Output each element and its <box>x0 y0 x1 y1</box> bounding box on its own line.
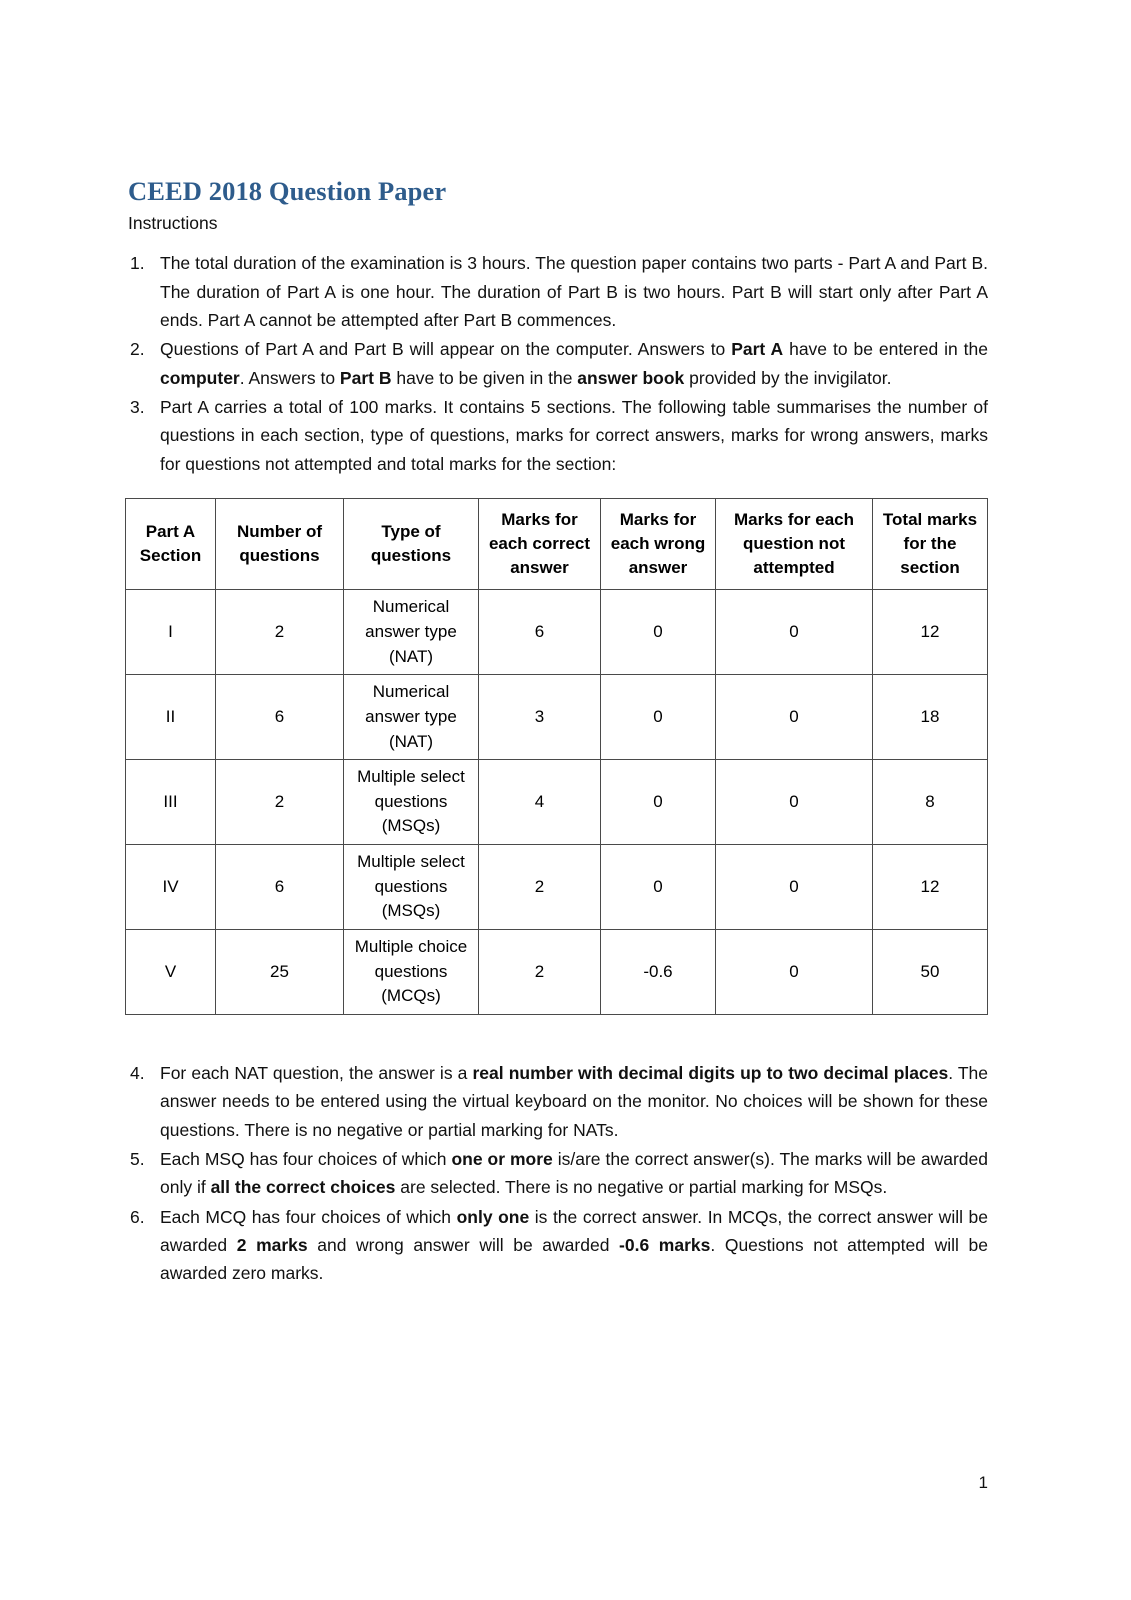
table-cell-marks-correct: 3 <box>479 675 601 760</box>
marks-table-wrapper <box>125 498 987 1015</box>
table-header-cell: Marks for each correct answer <box>479 498 601 589</box>
table-cell-total-marks: 50 <box>873 930 988 1015</box>
table-header-cell: Number of questions <box>216 498 344 589</box>
instruction-text: The total duration of the examination is 3 hours. The question paper contains two parts - Part A and Part B. The duration of Part A is one hour. The duration of Part B is two hours. Part B will start only after Part A ends. Part A cannot be attempted after Part B commences. <box>160 253 988 330</box>
page-number: 1 <box>978 1473 988 1492</box>
instruction-text: Each MSQ has four choices of which one or more is/are the correct answer(s). The marks will be awarded only if all the correct choices are selected. There is no negative or partial marking for MSQs. <box>160 1148 988 1198</box>
instruction-text: Each MCQ has four choices of which only one is the correct answer. In MCQs, the correct answer will be awarded 2 marks and wrong answer will be awarded -0.6 marks. Questions not attempted will be awarded zero marks. <box>160 1206 988 1284</box>
table-cell-section: II <box>126 675 216 760</box>
table-cell-section: V <box>126 930 216 1015</box>
document-content <box>128 176 988 1289</box>
table-cell-total-marks: 8 <box>873 760 988 845</box>
instruction-item <box>128 1145 988 1202</box>
instruction-text: Questions of Part A and Part B will appear on the computer. Answers to Part A have to be entered in the computer. Answers to Part B have to be given in the answer book provided by the invigilator. <box>160 339 988 388</box>
table-cell-number-of-questions: 2 <box>216 760 344 845</box>
instructions-list-after-table <box>128 1059 988 1288</box>
table-cell-marks-not-attempted: 0 <box>716 930 873 1015</box>
table-cell-type-of-questions: Multiple select questions (MSQs) <box>344 760 479 845</box>
table-header-cell: Marks for each wrong answer <box>601 498 716 589</box>
table-cell-number-of-questions: 6 <box>216 675 344 760</box>
table-cell-marks-wrong: 0 <box>601 590 716 675</box>
table-cell-marks-not-attempted: 0 <box>716 675 873 760</box>
table-cell-marks-correct: 2 <box>479 845 601 930</box>
table-cell-total-marks: 12 <box>873 845 988 930</box>
instruction-number: 3. <box>130 396 145 417</box>
table-cell-section: I <box>126 590 216 675</box>
table-cell-marks-not-attempted: 0 <box>716 760 873 845</box>
instruction-number: 4. <box>130 1062 145 1083</box>
table-header-cell: Marks for each question not attempted <box>716 498 873 589</box>
instruction-item <box>128 1203 988 1288</box>
instruction-number: 5. <box>130 1148 145 1169</box>
table-cell-section: IV <box>126 845 216 930</box>
table-row <box>126 845 988 930</box>
table-header-row <box>126 498 988 589</box>
instruction-item <box>128 1059 988 1144</box>
instruction-text: Part A carries a total of 100 marks. It contains 5 sections. The following table summarises the number of questions in each section, type of questions, marks for correct answers, marks for wrong answers, marks for questions not attempted and total marks for the section: <box>160 396 988 474</box>
table-cell-total-marks: 12 <box>873 590 988 675</box>
table-cell-type-of-questions: Numerical answer type (NAT) <box>344 590 479 675</box>
table-cell-section: III <box>126 760 216 845</box>
table-header-cell: Type of questions <box>344 498 479 589</box>
table-cell-marks-not-attempted: 0 <box>716 845 873 930</box>
table-row <box>126 675 988 760</box>
instruction-text: For each NAT question, the answer is a real number with decimal digits up to two decimal places. The answer needs to be entered using the virtual keyboard on the monitor. No choices will be shown for these questions. There is no negative or partial marking for NATs. <box>160 1062 988 1140</box>
table-cell-number-of-questions: 6 <box>216 845 344 930</box>
instruction-item <box>128 249 988 334</box>
table-cell-marks-wrong: 0 <box>601 845 716 930</box>
instruction-item <box>128 335 988 392</box>
instruction-number: 6. <box>130 1206 145 1227</box>
table-row <box>126 590 988 675</box>
table-row <box>126 930 988 1015</box>
instruction-number: 2. <box>130 339 145 360</box>
table-row <box>126 760 988 845</box>
table-cell-type-of-questions: Multiple choice questions (MCQs) <box>344 930 479 1015</box>
table-cell-total-marks: 18 <box>873 675 988 760</box>
instructions-heading: Instructions <box>128 213 218 234</box>
table-cell-marks-wrong: 0 <box>601 760 716 845</box>
table-cell-type-of-questions: Numerical answer type (NAT) <box>344 675 479 760</box>
table-cell-marks-correct: 4 <box>479 760 601 845</box>
marks-table <box>125 498 988 1015</box>
table-cell-marks-wrong: -0.6 <box>601 930 716 1015</box>
table-cell-type-of-questions: Multiple select questions (MSQs) <box>344 845 479 930</box>
instructions-list-before-table <box>128 249 988 478</box>
table-header-cell: Total marks for the section <box>873 498 988 589</box>
table-cell-marks-wrong: 0 <box>601 675 716 760</box>
page-title: CEED 2018 Question Paper <box>128 176 447 206</box>
table-cell-marks-correct: 2 <box>479 930 601 1015</box>
instruction-item <box>128 393 988 478</box>
table-cell-marks-correct: 6 <box>479 590 601 675</box>
instruction-number: 1. <box>130 253 145 274</box>
table-cell-number-of-questions: 2 <box>216 590 344 675</box>
table-cell-marks-not-attempted: 0 <box>716 590 873 675</box>
table-header-cell: Part A Section <box>126 498 216 589</box>
table-cell-number-of-questions: 25 <box>216 930 344 1015</box>
